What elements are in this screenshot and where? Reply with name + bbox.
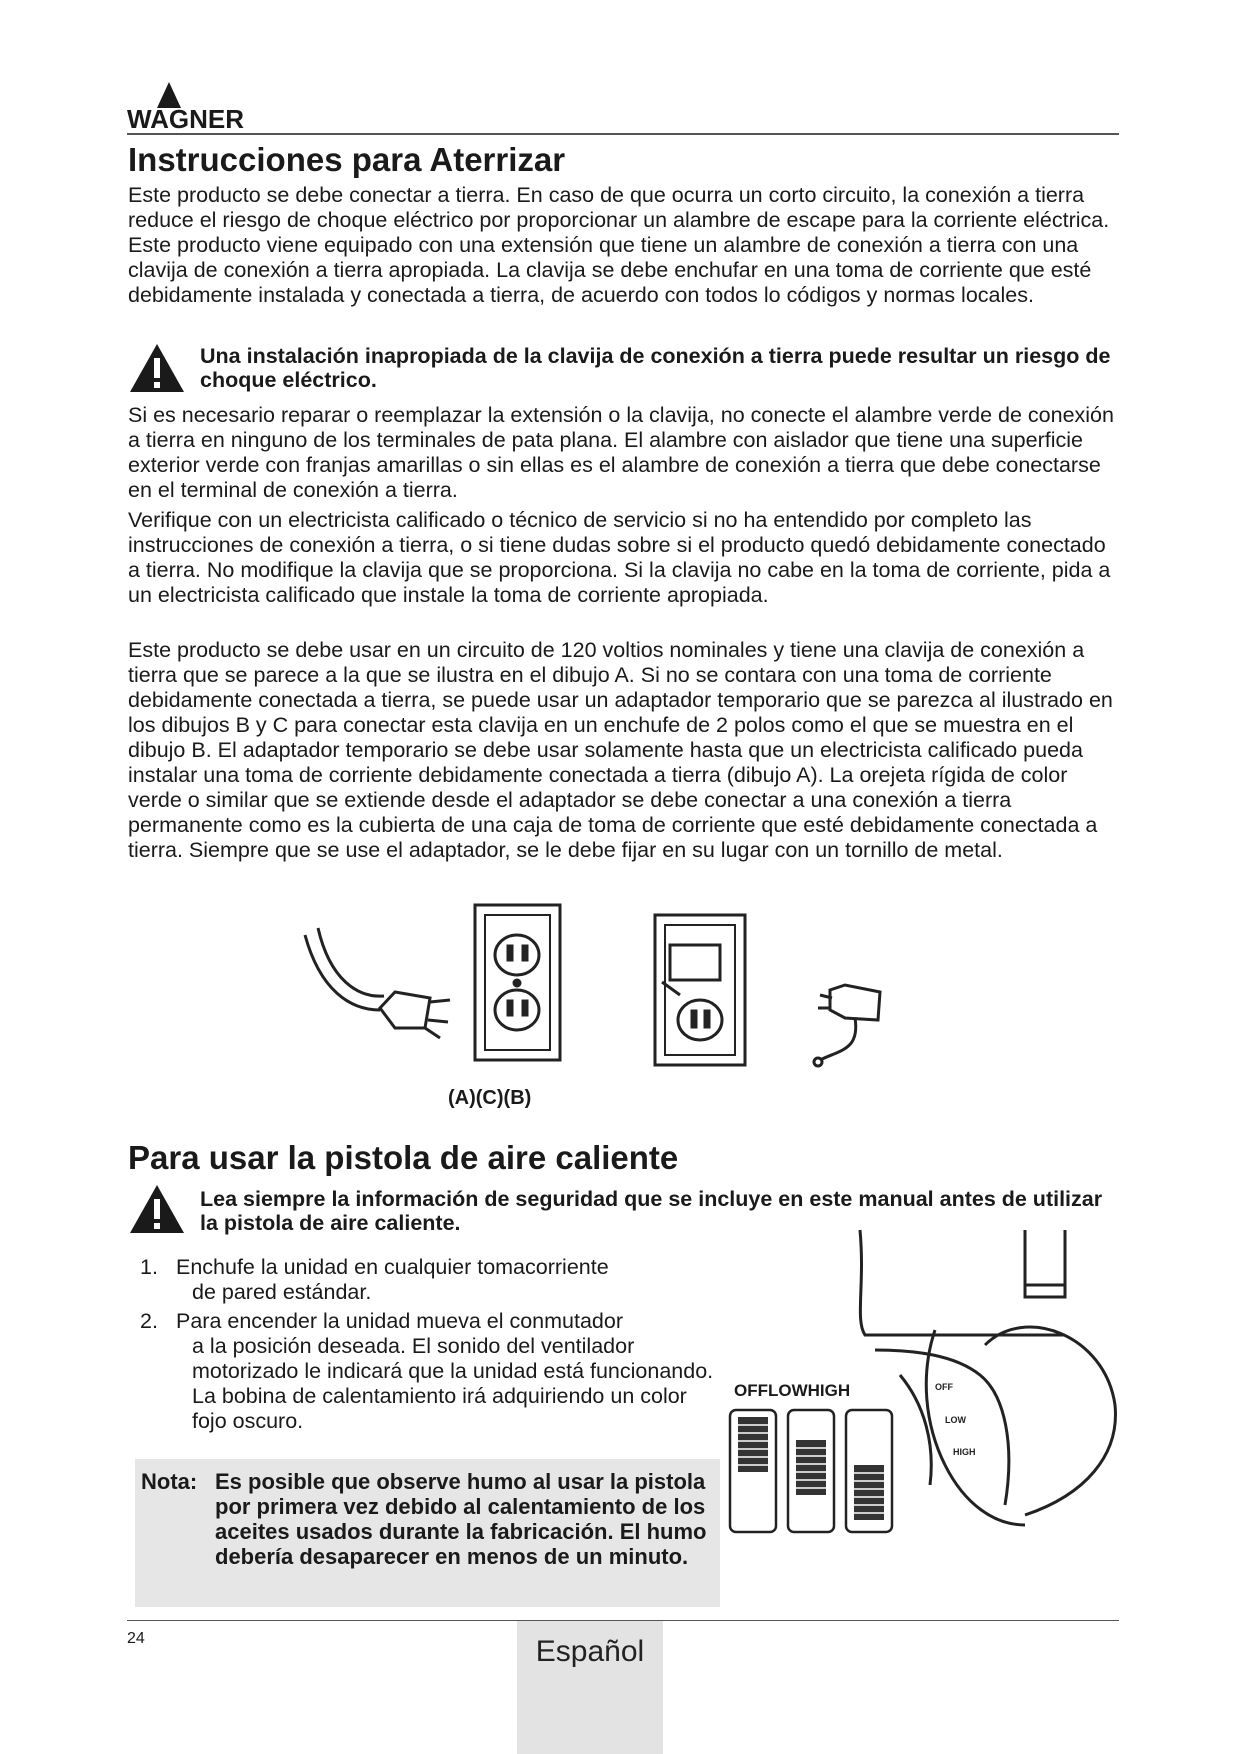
outlet-adapter-drawing: [655, 915, 745, 1065]
grounding-warning: Una instalación inapropiada de la clavija de conexión a tierra puede resultar un riesgo de choque eléctrico.: [200, 344, 1111, 392]
step-number: 1.: [140, 1255, 158, 1279]
switch-positions-label: OFFLOWHIGH: [734, 1381, 851, 1400]
switch-mark-high: HIGH: [953, 1447, 976, 1457]
warning-triangle-icon: [128, 342, 186, 394]
switch-mark-low: LOW: [945, 1415, 966, 1425]
wagner-logo: [127, 82, 277, 132]
plug-drawing: [305, 928, 450, 1038]
page-title: Instrucciones para Aterrizar: [128, 141, 566, 178]
language-tab: [517, 1621, 663, 1754]
page-number: 24: [127, 1630, 145, 1647]
language-label: Español: [535, 1635, 645, 1668]
note-label: Nota:: [141, 1469, 198, 1494]
switch-positions-drawing: [728, 1405, 898, 1535]
step-text: Enchufe la unidad en cualquier tomacorriente: [176, 1255, 609, 1279]
adapter-drawing: [814, 985, 880, 1066]
note-box: [135, 1459, 720, 1607]
switch-mark-off: OFF: [935, 1382, 953, 1392]
list-item: [140, 1255, 730, 1305]
grounding-paragraph-1: Este producto se debe conectar a tierra. En caso de que ocurra un corto circuito, la conexión a tierra reduce el riesgo de choque eléctrico por proporcionar un alambre de escape para la corriente eléctrica. Este producto viene equipado con una extensión que tiene un alambre de conexión a tierra con una clavija de conexión a tierra apropiada. La clavija se debe enchufar en una toma de corriente que esté debidamente instalada y conectada a tierra, de acuerdo con todos lo códigos y normas locales.: [128, 183, 1110, 307]
step-text-cont: de pared estándar.: [192, 1280, 372, 1304]
step-text: Para encender la unidad mueva el conmutador: [176, 1309, 624, 1333]
brand-name: WAGNER: [127, 104, 244, 134]
step-text-cont: a la posición deseada. El sonido del ventilador motorizado le indicará que la unidad está funcionando. La bobina de calentamiento irá adquiriendo un color fojo oscuro.: [192, 1334, 714, 1433]
outlet-grounded-drawing: [475, 905, 560, 1060]
usage-steps: [140, 1255, 730, 1438]
usage-title: Para usar la pistola de aire caliente: [128, 1139, 679, 1176]
warning-triangle-icon: [128, 1183, 186, 1235]
step-number: 2.: [140, 1309, 158, 1333]
figure-caption: (A)(C)(B): [448, 1087, 532, 1109]
grounding-paragraph-2: Si es necesario reparar o reemplazar la extensión o la clavija, no conecte el alambre verde de conexión a tierra en ninguno de los terminales de pata plana. El alambre con aislador que tiene una superficie exterior verde con franjas amarillas o sin ellas es el alambre de conexión a tierra que debe conectarse en el terminal de conexión a tierra.: [128, 403, 1114, 502]
usage-warning: Lea siempre la información de seguridad que se incluye en este manual antes de utilizar la pistola de aire caliente.: [200, 1187, 1103, 1235]
note-text: Es posible que observe humo al usar la pistola por primera vez debido al calentamiento de los aceites usados durante la fabricación. El humo debería desaparecer en menos de un minuto.: [215, 1469, 707, 1569]
header-rule: [127, 133, 1119, 135]
grounding-illustration: [300, 900, 940, 1085]
grounding-paragraph-4: Este producto se debe usar en un circuito de 120 voltios nominales y tiene una clavija de conexión a tierra que se parece a la que se ilustra en el dibujo A. Si no se contara con una toma de corriente debidamente conectada a tierra, se puede usar un adaptador temporario que se parezca al ilustrado en los dibujos B y C para conectar esta clavija en un enchufe de 2 polos como el que se muestra en el dibujo B. El adaptador temporario se debe usar solamente hasta que un electricista calificado pueda instalar una toma de corriente debidamente conectada a tierra (dibujo A). La orejeta rígida de color verde o similar que se extiende desde el adaptador se debe conectar a una conexión a tierra permanente como es la cubierta de una caja de toma de corriente que esté debidamente conectada a tierra. Siempre que se use el adaptador, se le debe fijar en su lugar con un tornillo de metal.: [128, 638, 1113, 862]
list-item: [140, 1309, 736, 1434]
grounding-paragraph-3: Verifique con un electricista calificado o técnico de servicio si no ha entendido por completo las instrucciones de conexión a tierra, o si tiene dudas sobre si el producto quedó debidamente conectado a tierra. No modifique la clavija que se proporciona. Si la clavija no cabe en la toma de corriente, pida a un electricista calificado que instale la toma de corriente apropiada.: [128, 508, 1111, 607]
